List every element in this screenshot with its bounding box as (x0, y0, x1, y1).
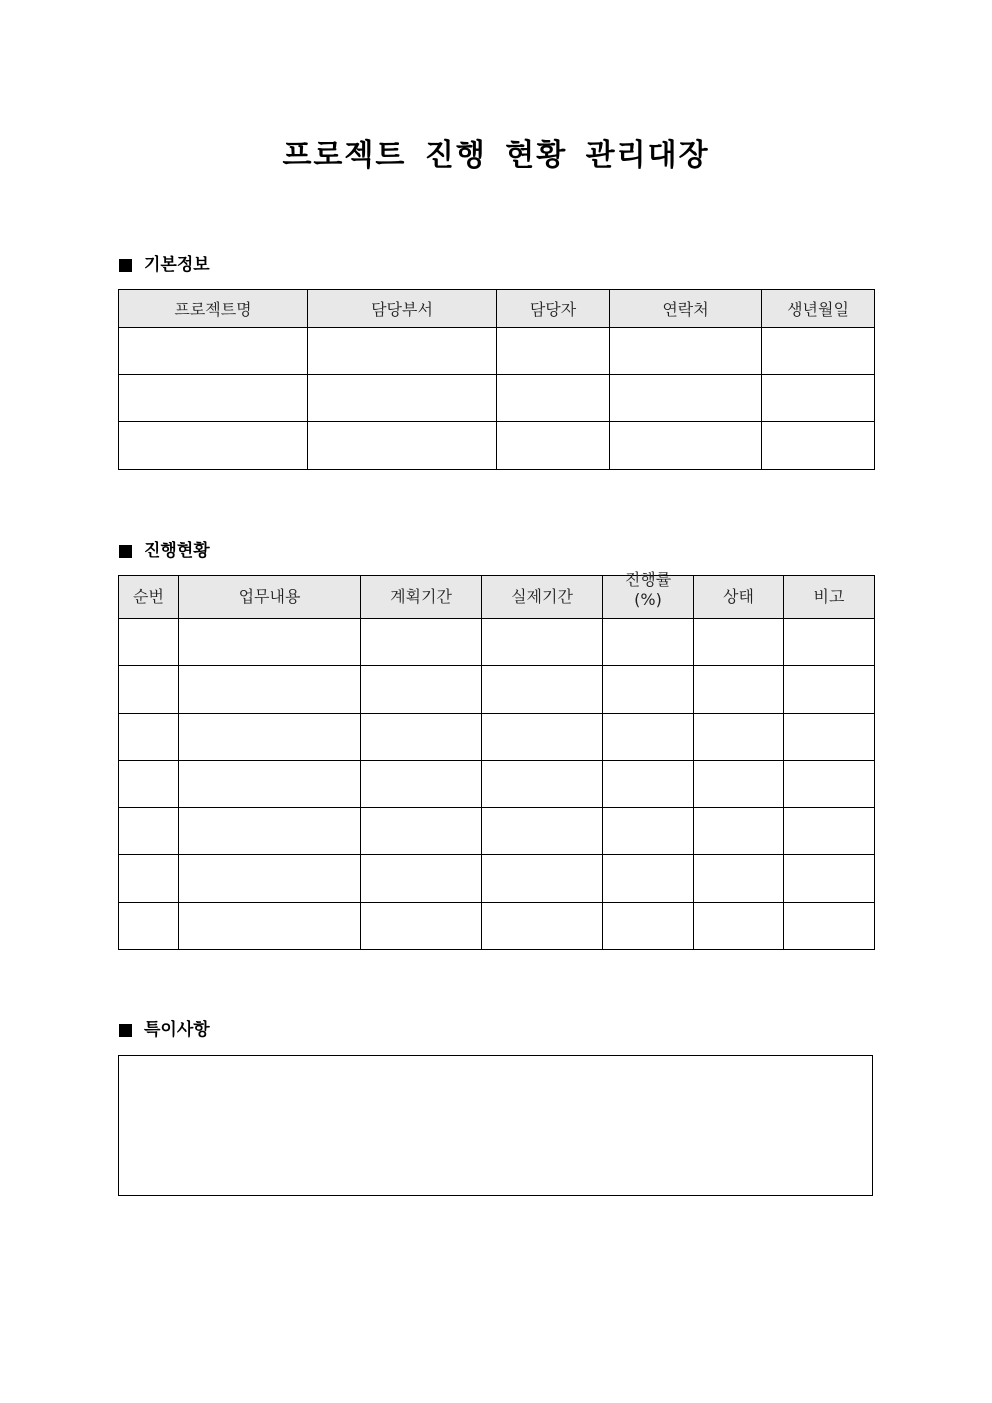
column-header-seq (119, 576, 179, 619)
column-header-birthdate: 생년월일 (762, 290, 875, 328)
cell-status[interactable] (694, 714, 784, 761)
cell-remarks[interactable] (784, 761, 875, 808)
cell-planned-period[interactable] (361, 619, 482, 666)
document-title: 프로젝트 진행 현황 관리대장 (282, 138, 710, 173)
table-row (119, 328, 875, 375)
cell-status[interactable] (694, 808, 784, 855)
cell-remarks[interactable] (784, 808, 875, 855)
cell-status[interactable] (694, 761, 784, 808)
cell-manager[interactable] (497, 422, 610, 470)
table-row (119, 666, 875, 714)
column-header-planned-period-label: 계획기간 (390, 587, 452, 606)
column-header-actual-period-label: 실제기간 (511, 587, 573, 606)
cell-task[interactable] (179, 808, 361, 855)
cell-project-name[interactable] (119, 375, 308, 422)
cell-department[interactable] (308, 422, 497, 470)
cell-project-name[interactable] (119, 422, 308, 470)
column-header-status (694, 576, 784, 619)
cell-department[interactable] (308, 375, 497, 422)
cell-remarks[interactable] (784, 714, 875, 761)
cell-planned-period[interactable] (361, 761, 482, 808)
column-header-actual-period (482, 576, 603, 619)
table-row (119, 903, 875, 950)
square-bullet-icon (119, 259, 132, 272)
cell-task[interactable] (179, 619, 361, 666)
cell-planned-period[interactable] (361, 855, 482, 903)
cell-progress-rate[interactable] (603, 903, 694, 950)
cell-actual-period[interactable] (482, 808, 603, 855)
cell-progress-rate[interactable] (603, 714, 694, 761)
cell-task[interactable] (179, 714, 361, 761)
cell-contact[interactable] (610, 328, 762, 375)
cell-task[interactable] (179, 855, 361, 903)
column-header-planned-period (361, 576, 482, 619)
cell-planned-period[interactable] (361, 903, 482, 950)
cell-task[interactable] (179, 903, 361, 950)
cell-seq[interactable] (119, 619, 179, 666)
cell-status[interactable] (694, 855, 784, 903)
column-header-manager: 담당자 (497, 290, 610, 328)
cell-progress-rate[interactable] (603, 619, 694, 666)
cell-progress-rate[interactable] (603, 855, 694, 903)
column-header-remarks (784, 576, 875, 619)
cell-seq[interactable] (119, 808, 179, 855)
square-bullet-icon (119, 545, 132, 558)
cell-progress-rate[interactable] (603, 666, 694, 714)
cell-seq[interactable] (119, 714, 179, 761)
column-header-department: 담당부서 (308, 290, 497, 328)
section-heading-basic-info (119, 253, 210, 277)
cell-seq[interactable] (119, 855, 179, 903)
cell-birthdate[interactable] (762, 422, 875, 470)
column-header-status-label: 상태 (723, 587, 754, 606)
cell-status[interactable] (694, 619, 784, 666)
cell-actual-period[interactable] (482, 714, 603, 761)
cell-status[interactable] (694, 666, 784, 714)
cell-remarks[interactable] (784, 666, 875, 714)
basic-info-header-row (119, 290, 875, 328)
cell-manager[interactable] (497, 375, 610, 422)
basic-info-table (118, 289, 875, 470)
cell-remarks[interactable] (784, 619, 875, 666)
cell-contact[interactable] (610, 375, 762, 422)
table-row (119, 761, 875, 808)
table-row (119, 714, 875, 761)
column-header-project-name: 프로젝트명 (119, 290, 308, 328)
column-header-seq-label: 순번 (133, 587, 164, 606)
progress-table (118, 570, 875, 950)
column-header-progress-rate (603, 570, 694, 619)
column-header-task (179, 576, 361, 619)
cell-actual-period[interactable] (482, 903, 603, 950)
cell-project-name[interactable] (119, 328, 308, 375)
cell-manager[interactable] (497, 328, 610, 375)
table-row (119, 855, 875, 903)
square-bullet-icon (119, 1024, 132, 1037)
cell-actual-period[interactable] (482, 666, 603, 714)
cell-birthdate[interactable] (762, 375, 875, 422)
cell-contact[interactable] (610, 422, 762, 470)
cell-seq[interactable] (119, 666, 179, 714)
column-header-task-label: 업무내용 (238, 587, 301, 606)
cell-planned-period[interactable] (361, 714, 482, 761)
cell-planned-period[interactable] (361, 666, 482, 714)
cell-remarks[interactable] (784, 903, 875, 950)
cell-remarks[interactable] (784, 855, 875, 903)
section-heading-label: 기본정보 (144, 255, 210, 275)
cell-planned-period[interactable] (361, 808, 482, 855)
table-row (119, 422, 875, 470)
cell-birthdate[interactable] (762, 328, 875, 375)
cell-task[interactable] (179, 761, 361, 808)
cell-progress-rate[interactable] (603, 808, 694, 855)
section-heading-progress (119, 539, 210, 563)
progress-header-row (119, 576, 875, 619)
cell-seq[interactable] (119, 903, 179, 950)
cell-actual-period[interactable] (482, 619, 603, 666)
section-heading-label: 진행현황 (144, 541, 210, 561)
column-header-contact: 연락처 (610, 290, 762, 328)
cell-actual-period[interactable] (482, 855, 603, 903)
table-row (119, 619, 875, 666)
cell-progress-rate[interactable] (603, 761, 694, 808)
cell-seq[interactable] (119, 761, 179, 808)
section-heading-label: 특이사항 (144, 1020, 210, 1040)
table-row (119, 375, 875, 422)
cell-task[interactable] (179, 666, 361, 714)
notes-box[interactable] (118, 1055, 873, 1196)
cell-department[interactable] (308, 328, 497, 375)
cell-actual-period[interactable] (482, 761, 603, 808)
section-heading-notes (119, 1018, 210, 1042)
cell-status[interactable] (694, 903, 784, 950)
column-header-remarks-label: 비고 (813, 587, 845, 606)
table-row (119, 808, 875, 855)
column-header-progress-rate-label: 진행률(%) (624, 570, 672, 609)
